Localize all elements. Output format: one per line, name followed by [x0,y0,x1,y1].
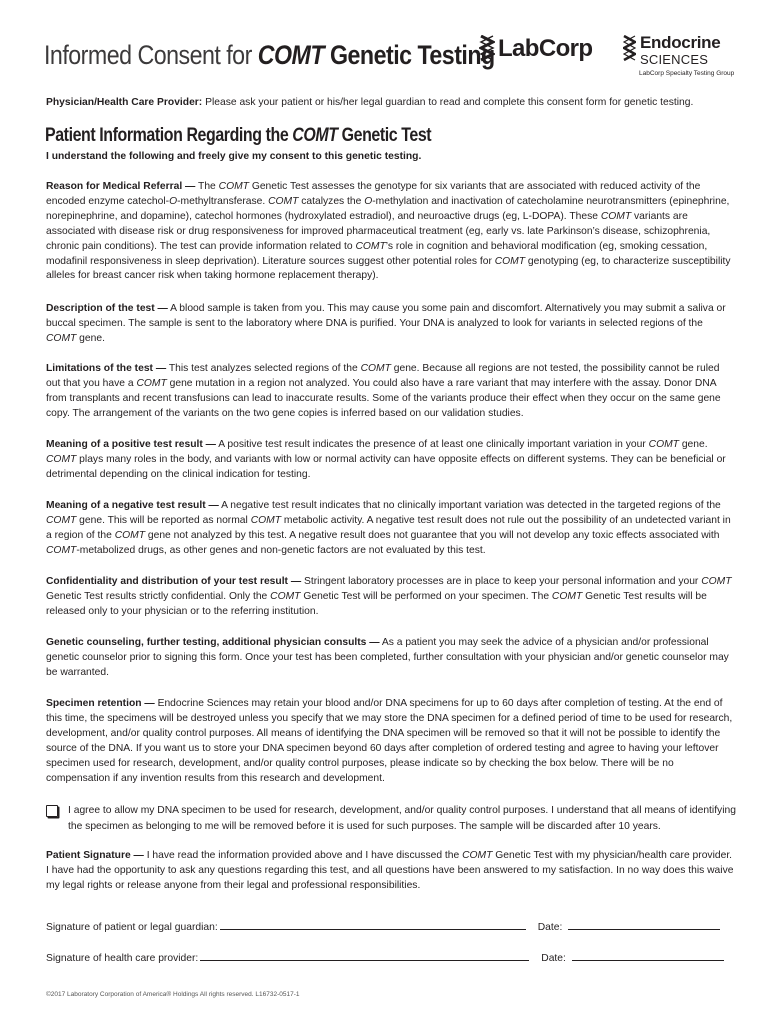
provider-instruction [46,96,693,110]
lead-reason: Reason for Medical Referral — [46,181,196,192]
provider-signature-field[interactable] [200,950,529,961]
body-counseling: As a patient you may seek the advice of a physician and/or professional genetic counselor prior to signing this form. Once your test has been completed, further consultation with your physician and/or genetic counselor may be warranted. [46,637,729,678]
labcorp-logo [479,34,592,64]
research-consent-text: I agree to allow my DNA specimen to be used for research, development, and/or quality control purposes. I understand that all means of identifying the specimen as belonging to me will be removed before it is used for such purposes. The sample will be discarded after 10 years. [68,805,736,832]
paragraph-signature [46,849,736,894]
title-part3: Genetic Testing [324,40,495,70]
body-confidentiality: Stringent laboratory processes are in place to keep your personal information and your COMT Genetic Test results strictly confidential. Only the COMT Genetic Test will be performed on your specimen. The COMT Genetic Test results will be released only to your physician or to the referring institution. [46,576,732,617]
provider-date-label: Date: [541,953,566,964]
paragraph-negative [46,499,736,559]
title-part1: Informed Consent for [44,40,258,70]
provider-signature-line [46,950,724,964]
paragraph-confidentiality [46,575,736,620]
heading-comt: COMT [292,125,338,146]
paragraph-reason [46,180,736,284]
patient-date-field[interactable] [568,919,720,930]
research-consent-checkbox[interactable] [46,805,58,817]
paragraph-retention [46,697,736,786]
consent-statement: I understand the following and freely give my consent to this genetic testing. [46,151,422,162]
page-title [44,40,495,71]
body-limitations: This test analyzes selected regions of the COMT gene. Because all regions are not tested, the possibility cannot be ruled out that you have a COMT gene mutation in a region not analyzed. You could also have a rare variant that may interfere with the assay. Donor DNA from transplants and recent transfusions can lead to inaccurate results. Some of the variants produce their effect when they occur on the same gene copy. The arrangement of the variants on the two gene copies is inferred based on our validation studies. [46,363,721,419]
paragraph-positive [46,438,736,483]
title-comt: COMT [257,40,325,70]
lead-signature: Patient Signature — [46,850,144,861]
heading-part1: Patient Information Regarding the [45,125,293,146]
lead-negative: Meaning of a negative test result — [46,500,219,511]
provider-signature-label: Signature of health care provider: [46,953,199,964]
provider-date-field[interactable] [572,950,724,961]
lead-confidentiality: Confidentiality and distribution of your test result — [46,576,302,587]
patient-signature-label: Signature of patient or legal guardian: [46,922,218,933]
lead-retention: Specimen retention — [46,698,155,709]
provider-text: Please ask your patient or his/her legal guardian to read and complete this consent form for genetic testing. [202,97,694,108]
labcorp-helix-icon [479,35,495,63]
body-reason: The COMT Genetic Test assesses the genotype for six variants that are associated with reduced activity of the encoded enzyme catechol-O-methyltransferase. COMT catalyzes the O-methylation and inactivation of catecholamine neurotransmitters (epinephrine, norepinephrine, and dopamine), catechol hormones (hydroxylated estradiol), and neuroactive drugs (eg, L-DOPA). These COMT variants are associated with disease risk or drug responsiveness for improved pharmaceutical treatment (eg, early vs. late Parkinson’s disease, schizophrenia, chronic pain conditions). The test can provide information related to COMT’s role in cognition and behavioral modification (eg, smoking cessation, modafinil responsiveness in sleep deprivation). Literature sources suggest other potential roles for COMT genotyping (eg, to characterize susceptibility alleles for breast cancer risk when taking hormone replacement therapy). [46,181,731,282]
patient-date-label: Date: [537,922,563,933]
paragraph-counseling [46,636,736,681]
body-negative: A negative test result indicates that no clinically important variation was detected in the targeted regions of the COMT gene. This will be reported as normal COMT metabolic activity. A negative test result does not rule out the possibility of an undetected variant in a region of the COMT gene not analyzed by this test. A negative result does not guarantee that you will not develop any toxic effects associated with COMT-metabolized drugs, as other genes and non-genetic factors are not evaluated by this test. [46,500,731,556]
patient-signature-field[interactable] [220,919,526,930]
body-signature: I have read the information provided above and I have discussed the COMT Genetic Test with my physician/health care provider. I have had the opportunity to ask any questions regarding this test, and all questions have been answered to my satisfaction. In no way does this waive my legal rights or release anyone from their legal and professional responsibilities. [46,850,734,891]
lead-description: Description of the test — [46,303,168,314]
body-positive: A positive test result indicates the presence of at least one clinically important variation in your COMT gene. COMT plays many roles in the body, and variants with low or normal activity can have opposite effects on different systems. They can be beneficial or detrimental depending on the clinical indication for testing. [46,439,726,480]
lead-limitations: Limitations of the test — [46,363,167,374]
lead-positive: Meaning of a positive test result — [46,439,216,450]
paragraph-limitations [46,362,736,422]
provider-label: Physician/Health Care Provider: [46,97,203,108]
sciences-wordmark: SCIENCES [640,52,709,67]
endocrine-helix-icon [623,35,636,65]
patient-signature-line [46,919,720,933]
paragraph-description [46,302,736,347]
labcorp-wordmark: LabCorp [498,35,593,62]
section-heading [45,125,431,147]
body-retention: Endocrine Sciences may retain your blood and/or DNA specimens for up to 60 days after completion of testing. At the end of this time, the specimens will be destroyed unless you specify that we may store the DNA specimen for a defined period of time to be used for research, development, and/or quality control purposes. All means of identifying the DNA specimen will be removed so that it will not be possible to identify the source of the DNA. If you want us to store your DNA specimen beyond 60 days after completion of ordered testing and agree to having your leftover specimen used for research, development, and/or quality control purposes, please indicate so by checking the box below. There will be no compensation if any invention results from this research and development. [46,698,733,784]
copyright-footer: ©2017 Laboratory Corporation of America® Holdings All rights reserved. L16732-0517-1 [46,991,300,998]
heading-part3: Genetic Test [337,125,432,146]
labcorp-specialty-tagline: LabCorp Specialty Testing Group [639,70,735,77]
body-description: A blood sample is taken from you. This may cause you some pain and discomfort. Alternatively you may submit a saliva or buccal specimen. The sample is sent to the laboratory where DNA is purified. Your DNA is analyzed to look for variants in selected regions of the COMT gene. [46,303,726,344]
lead-counseling: Genetic counseling, further testing, additional physician consults — [46,637,380,648]
endocrine-wordmark: Endocrine [640,33,721,52]
